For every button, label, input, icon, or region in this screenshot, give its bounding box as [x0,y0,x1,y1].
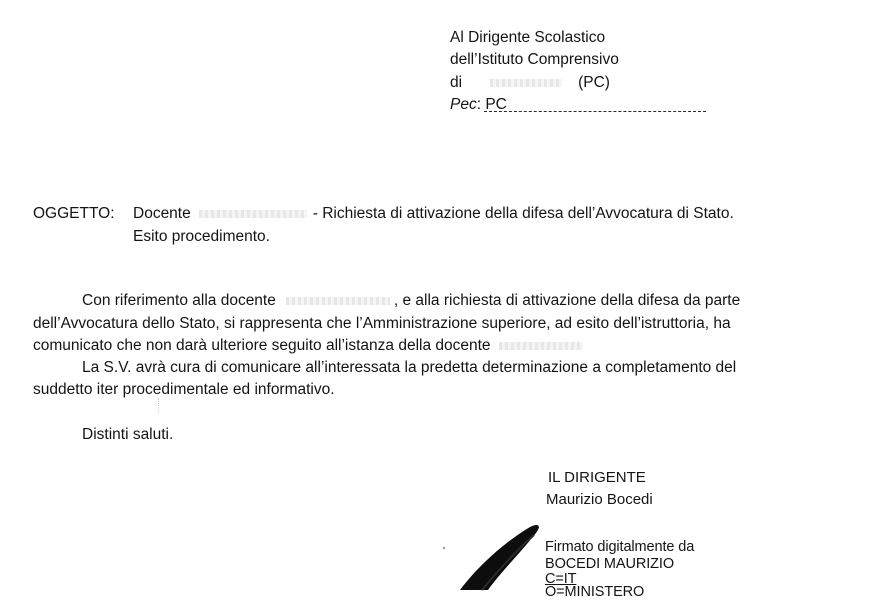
redacted-teacher-name-2 [286,297,390,305]
recipient-line-3-prefix: di [450,74,463,91]
digital-signature-line-4: O=MINISTERO [545,584,645,600]
redacted-teacher-name-3 [499,342,583,350]
paragraph-1-line-1-prefix: Con riferimento alla docente [82,292,276,309]
paragraph-1-line-2: dell’Avvocatura dello Stato, si rappresenta che l’Amministrazione superiore, ad esito dell’istruttoria, ha [33,315,731,332]
paragraph-1-line-3 [33,336,585,356]
paragraph-1-line-3-text: comunicato che non darà ulteriore seguito all’istanza della docente [33,337,491,354]
paragraph-2-line-2: suddetto iter procedimentale ed informativo. [33,381,335,398]
paragraph-1-line-1 [82,291,740,311]
redacted-teacher-name [199,210,307,218]
subject-line-1 [133,204,734,224]
digital-signature-line-2: BOCEDI MAURIZIO [545,556,675,572]
paragraph-1-line-1-suffix: , e alla richiesta di attivazione della difesa da parte [393,292,741,309]
recipient-line-1: Al Dirigente Scolastico [450,29,606,46]
redacted-town [490,79,562,87]
paragraph-2-line-1: La S.V. avrà cura di comunicare all’interessata la predetta determinazione a completamento del [82,359,737,376]
subject-line-2: Esito procedimento. [133,228,270,245]
pec-label: Pec [450,96,477,113]
handwritten-signature-mark [430,515,550,590]
recipient-line-3-suffix: (PC) [578,74,610,91]
subject-line-1-prefix: Docente [133,205,191,222]
digital-signature-line-3: C=IT [545,571,577,587]
signature-title: IL DIRIGENTE [548,469,646,486]
subject-line-1-suffix: - Richiesta di attivazione della difesa dell’Avvocatura di Stato. [312,205,734,222]
subject-label: OGGETTO: [33,205,115,222]
digital-signature-line-1: Firmato digitalmente da [545,539,695,555]
pec-redacted-underline [484,109,706,112]
scan-artifact [158,398,161,412]
closing-greeting: Distinti saluti. [82,426,174,443]
recipient-line-2: dell’Istituto Comprensivo [450,51,619,68]
signature-name: Maurizio Bocedi [546,491,653,508]
pec-value: PC [485,96,507,113]
recipient-line-3 [450,73,610,93]
recipient-pec-line: Pec: PC [450,96,507,113]
